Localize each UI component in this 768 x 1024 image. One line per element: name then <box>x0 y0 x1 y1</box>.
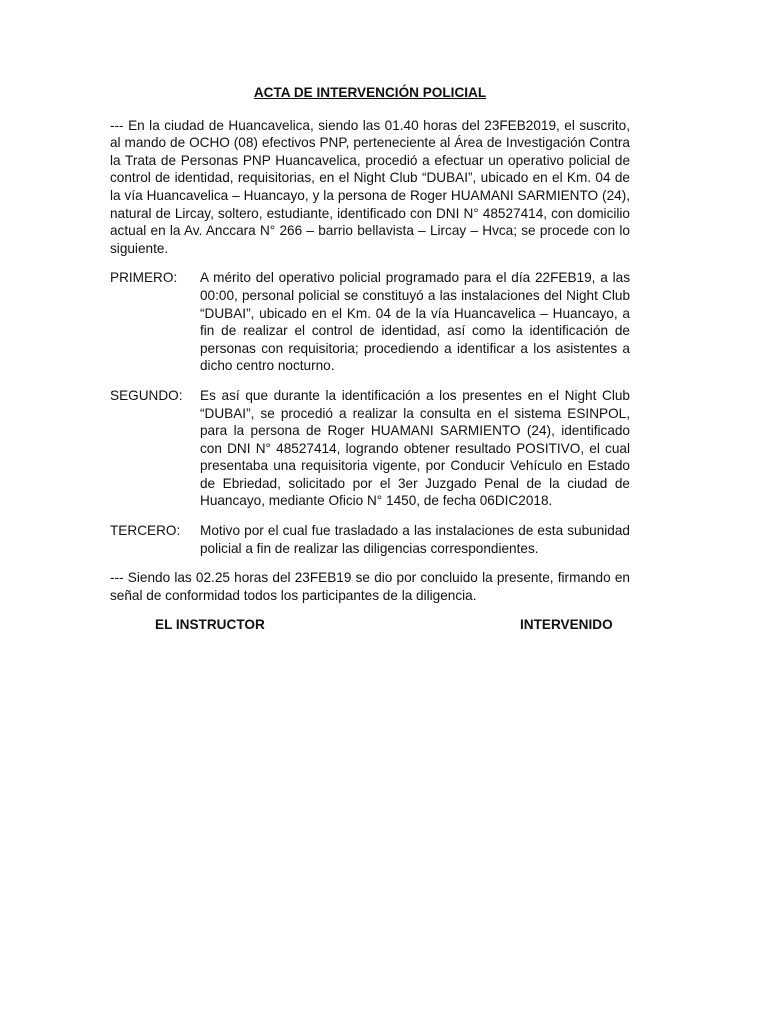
closing-paragraph: --- Siendo las 02.25 horas del 23FEB19 se dio por concluido la presente, firmando en señal de conformidad todos los participantes de la diligencia. <box>110 570 630 603</box>
intro-paragraph: --- En la ciudad de Huancavelica, siendo las 01.40 horas del 23FEB2019, el suscrito, al mando de OCHO (08) efectivos PNP, perteneciente al Área de Investigación Contra la Trata de Personas PNP Huancavelica, procedió a efectuar un operativo policial de control de identidad, requisitorias, en el Night Club “DUBAI”, ubicado en el Km. 04 de la vía Huancavelica – Huancayo, y la persona de Roger HUAMANI SARMIENTO (24), natural de Lircay, soltero, estudiante, identificado con DNI N° 48527414, con domicilio actual en la Av. Anccara N° 266 – barrio bellavista – Lircay – Hvca; se procede con lo siguiente. <box>110 117 630 256</box>
signature-block <box>110 616 630 636</box>
document-page <box>110 84 630 636</box>
signature-intervenido: INTERVENIDO <box>520 617 613 633</box>
clause-label: PRIMERO: <box>110 270 178 286</box>
clause-segundo <box>110 387 630 510</box>
clause-label: TERCERO: <box>110 523 181 539</box>
document-title: ACTA DE INTERVENCIÓN POLICIAL <box>253 85 487 100</box>
clause-label: SEGUNDO: <box>110 387 183 403</box>
signature-instructor: EL INSTRUCTOR <box>155 617 265 633</box>
clause-primero <box>110 269 630 375</box>
clause-text: Es así que durante la identificación a los presentes en el Night Club “DUBAI”, se procedió a realizar la consulta en el sistema ESINPOL, para la persona de Roger HUAMANI SARMIENTO (24), identificado con DNI N° 48527414, logrando obtener resultado POSITIVO, el cual presentaba una requisitoria vigente, por Conducir Vehículo en Estado de Ebriedad, solicitado por el 3er Juzgado Penal de la ciudad de Huancayo, mediante Oficio N° 1450, de fecha 06DIC2018. <box>200 387 630 509</box>
clause-tercero <box>110 522 630 557</box>
clause-text: A mérito del operativo policial programado para el día 22FEB19, a las 00:00, personal policial se constituyó a las instalaciones del Night Club “DUBAI”, ubicado en el Km. 04 de la vía Huancavelica – Huancayo, a fin de realizar el control de identidad, así como la identificación de personas con requisitoria; procediendo a identificar a los asistentes a dicho centro nocturno. <box>200 270 630 374</box>
clause-text: Motivo por el cual fue trasladado a las instalaciones de esta subunidad policial a fin de realizar las diligencias correspondientes. <box>200 523 630 556</box>
